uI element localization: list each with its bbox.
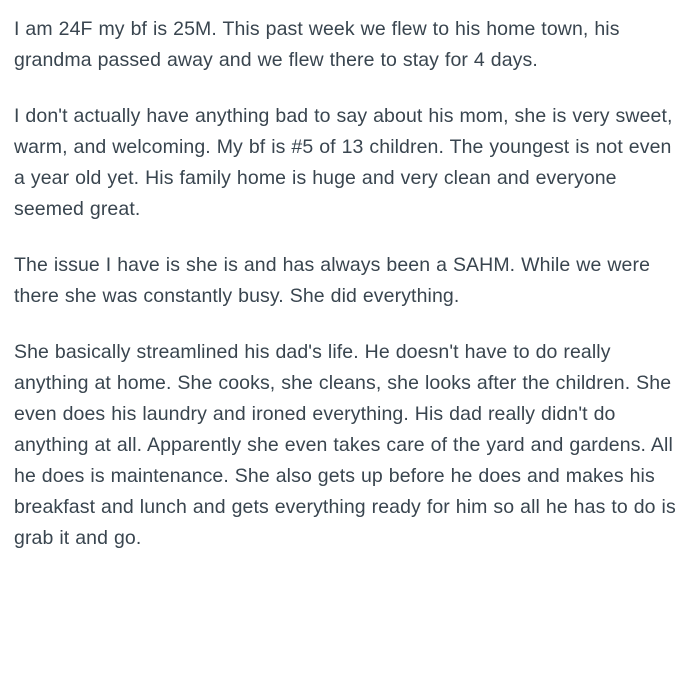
post-paragraph: She basically streamlined his dad's life. He doesn't have to do really anything at home. She cooks, she cleans, she looks after the children. She even does his laundry and ironed everything. His dad really didn't do anything at all. Apparently she even takes care of the yard and gardens. All he does is maintenance. She also gets up before he does and makes his breakfast and lunch and gets everything ready for him so all he has to do is grab it and go.	[14, 341, 676, 549]
post-paragraph: I don't actually have anything bad to say about his mom, she is very sweet, warm, and welcoming. My bf is #5 of 13 children. The youngest is not even a year old yet. His family home is huge and very clean and everyone seemed great.	[14, 105, 673, 220]
post-paragraph: The issue I have is she is and has always been a SAHM. While we were there she was constantly busy. She did everything.	[14, 254, 651, 307]
post-paragraph: I am 24F my bf is 25M. This past week we flew to his home town, his grandma passed away and we flew there to stay for 4 days.	[14, 18, 620, 71]
